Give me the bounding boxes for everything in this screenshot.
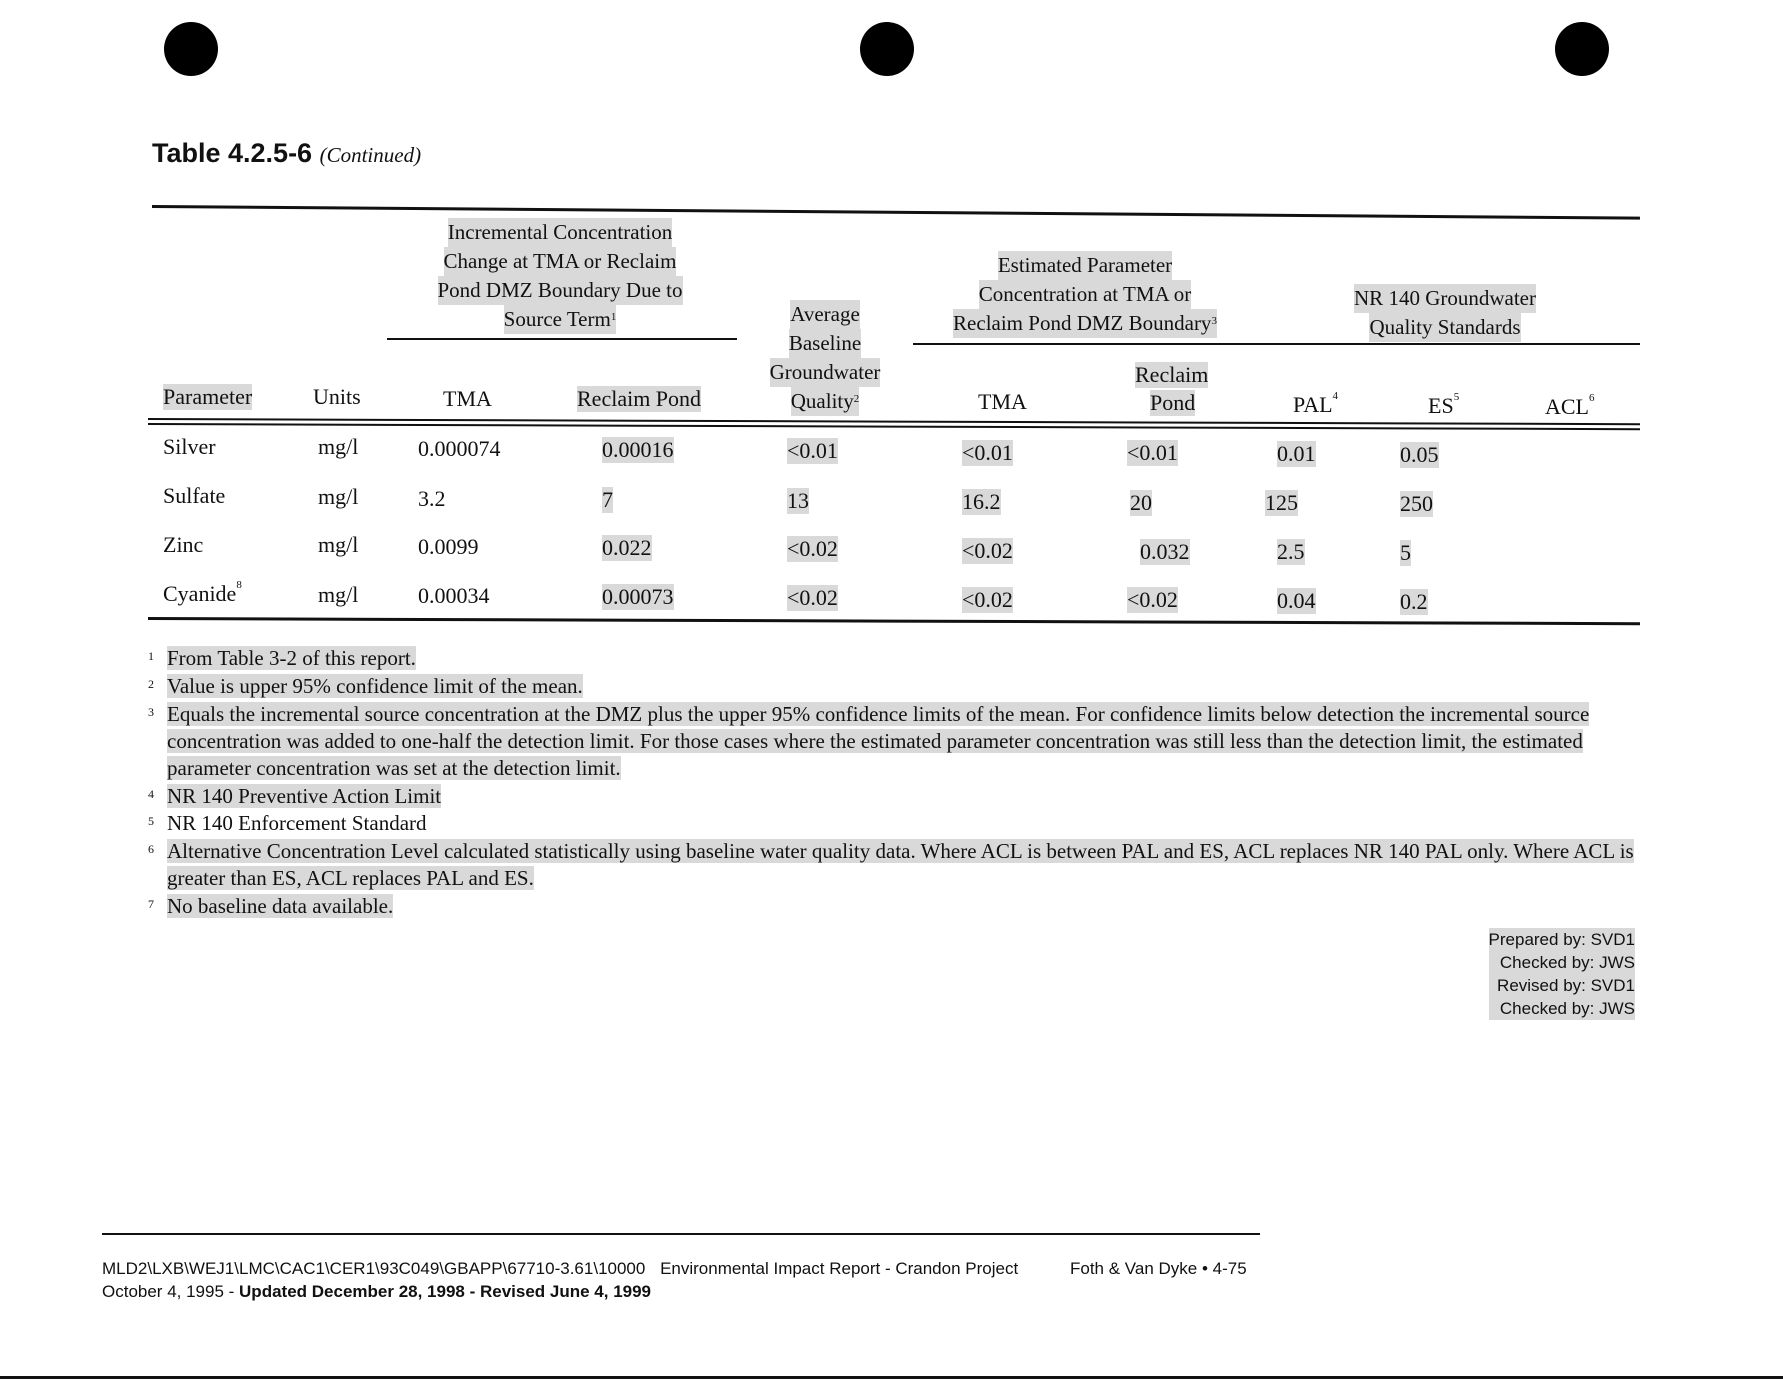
footer-path: MLD2\LXB\WEJ1\LMC\CAC1\CER1\93C049\GBAPP\67710-3.61\10000 <box>102 1259 646 1278</box>
punch-hole-left <box>164 22 218 76</box>
row-es: 5 <box>1400 540 1411 565</box>
footnote-ref-6: 6 <box>1589 392 1595 404</box>
table-title-continued: (Continued) <box>319 143 422 167</box>
row-est-reclaim: 0.032 <box>1140 539 1190 564</box>
row-parameter: Silver <box>163 434 216 459</box>
footnote-text: NR 140 Preventive Action Limit <box>167 784 442 808</box>
footnote-text: Alternative Concentration Level calculated statistically using baseline water quality data. Where ACL is between PAL and ES, ACL replaces NR 140 PAL only. Where ACL is greater than ES, ACL replaces PAL and ES. <box>167 839 1634 890</box>
row-est-reclaim: <0.02 <box>1127 587 1178 612</box>
row-units: mg/l <box>318 434 359 459</box>
row-baseline: <0.01 <box>787 438 838 463</box>
row-parameter <box>163 581 242 607</box>
row-units: mg/l <box>318 532 359 557</box>
table-title-main: Table 4.2.5-6 <box>152 138 313 168</box>
col-es-label: ES <box>1428 393 1454 418</box>
footnote-text: Value is upper 95% confidence limit of the mean. <box>167 674 583 698</box>
table-bottom-rule <box>148 617 1640 625</box>
row-units: mg/l <box>318 582 359 607</box>
footnote-ref-1: 1 <box>610 311 617 323</box>
row-baseline: 13 <box>787 488 809 513</box>
footer-line-2 <box>102 1282 651 1302</box>
footnote-text: No baseline data available. <box>167 894 394 918</box>
footer-bullet: • <box>1201 1259 1208 1278</box>
row-est-reclaim: <0.01 <box>1127 440 1178 465</box>
incremental-underline <box>387 338 737 340</box>
footnote-ref-8: 8 <box>236 579 242 591</box>
row-est-reclaim: 20 <box>1130 490 1152 515</box>
footnote-7 <box>148 893 1638 920</box>
row-inc-reclaim: 7 <box>602 487 613 512</box>
footnote-text: From Table 3-2 of this report. <box>167 646 416 670</box>
row-baseline: <0.02 <box>787 536 838 561</box>
footnote-num: 6 <box>148 842 154 856</box>
header-estimated-line1: Estimated Parameter <box>998 251 1172 280</box>
revised-by: Revised by: SVD1 <box>1489 974 1635 997</box>
col-pal-label: PAL <box>1293 392 1333 417</box>
footnote-num: 1 <box>148 649 154 663</box>
punch-hole-right <box>1555 22 1609 76</box>
header-nr140-line1: NR 140 Groundwater <box>1354 284 1536 313</box>
row-inc-tma: 0.00034 <box>418 583 490 608</box>
col-parameter: Parameter <box>163 384 253 409</box>
row-inc-tma: 0.000074 <box>418 436 501 461</box>
row-inc-tma: 3.2 <box>418 486 446 511</box>
row-parameter: Sulfate <box>163 483 226 508</box>
footnote-4 <box>148 783 1638 810</box>
footnote-ref-5: 5 <box>1453 391 1460 403</box>
col-acl-label: ACL <box>1545 394 1589 419</box>
footer-line-1 <box>102 1259 1262 1279</box>
col-est-tma: TMA <box>978 389 1027 414</box>
footnote-text: NR 140 Enforcement Standard <box>167 811 427 835</box>
row-pal: 0.01 <box>1277 441 1316 466</box>
header-incremental-line3: Pond DMZ Boundary Due to <box>438 276 683 305</box>
col-inc-reclaim: Reclaim Pond <box>577 386 702 411</box>
footnote-ref-4: 4 <box>1332 390 1339 402</box>
table-title <box>152 138 421 169</box>
footnote-num: 2 <box>148 677 154 691</box>
col-est-reclaim-2: Pond <box>1150 390 1196 415</box>
footnote-num: 5 <box>148 814 154 828</box>
footer-date-updated: Updated December 28, 1998 - Revised June 4, 1999 <box>239 1282 652 1301</box>
prepared-by: Prepared by: SVD1 <box>1488 930 1635 949</box>
row-es: 0.2 <box>1400 589 1428 614</box>
col-units: Units <box>313 384 361 409</box>
row-parameter: Zinc <box>163 532 204 557</box>
header-incremental <box>390 218 730 334</box>
header-estimated-line3: Reclaim Pond DMZ Boundary <box>953 311 1212 335</box>
header-estimated <box>910 251 1260 338</box>
row-est-tma: <0.01 <box>962 440 1013 465</box>
footer-date: October 4, 1995 - <box>102 1282 240 1301</box>
col-pal <box>1293 392 1338 418</box>
header-incremental-line2: Change at TMA or Reclaim <box>444 247 677 276</box>
header-average-line2: Baseline <box>789 329 861 358</box>
header-nr140-line2: Quality Standards <box>1369 313 1520 342</box>
header-incremental-line1: Incremental Concentration <box>448 218 673 247</box>
footnote-num: 4 <box>148 787 154 801</box>
checked-by-2: Checked by: JWS <box>1489 997 1635 1020</box>
header-nr140 <box>1325 284 1565 342</box>
header-estimated-line2: Concentration at TMA or <box>979 280 1192 309</box>
footer-report: Environmental Impact Report - Crandon Project <box>660 1259 1019 1278</box>
row-baseline: <0.02 <box>787 585 838 610</box>
row-pal: 125 <box>1265 490 1298 515</box>
row-pal: 2.5 <box>1277 539 1305 564</box>
row-es: 250 <box>1400 491 1433 516</box>
row-parameter-label: Cyanide <box>163 581 237 606</box>
row-inc-reclaim: 0.00016 <box>602 437 674 462</box>
row-inc-tma: 0.0099 <box>418 534 479 559</box>
footnote-ref-2: 2 <box>853 393 860 405</box>
footnote-5 <box>148 810 1638 837</box>
row-inc-reclaim: 0.022 <box>602 535 652 560</box>
footnote-6 <box>148 838 1638 892</box>
footnote-num: 7 <box>148 897 154 911</box>
row-est-tma: 16.2 <box>962 489 1001 514</box>
header-average-line3: Groundwater <box>770 358 881 387</box>
page-bottom-edge <box>0 1376 1783 1379</box>
header-average-baseline <box>755 300 895 416</box>
estimated-underline <box>913 343 1640 345</box>
footer-page: 4-75 <box>1212 1259 1247 1278</box>
footnote-text: Equals the incremental source concentration at the DMZ plus the upper 95% confidence limits of the mean. For confidence limits below detection the incremental source concentration was added to one-half the detection limit. For those cases where the estimated parameter concentration was still less than the detection limit, the estimated parameter concentration was set at the detection limit. <box>167 702 1590 780</box>
row-est-tma: <0.02 <box>962 587 1013 612</box>
footnote-1 <box>148 645 1638 672</box>
col-inc-tma: TMA <box>443 386 492 411</box>
footnote-2 <box>148 673 1638 700</box>
table-top-rule <box>152 205 1640 220</box>
footnote-num: 3 <box>148 705 154 719</box>
checked-by: Checked by: JWS <box>1489 951 1635 974</box>
col-est-reclaim-1: Reclaim <box>1135 362 1209 387</box>
row-inc-reclaim: 0.00073 <box>602 584 674 609</box>
prepared-by-block <box>1489 928 1635 1020</box>
footer-rule <box>102 1233 1260 1235</box>
row-est-tma: <0.02 <box>962 538 1013 563</box>
header-incremental-line4: Source Term <box>503 307 611 331</box>
row-units: mg/l <box>318 484 359 509</box>
header-average-line1: Average <box>790 300 860 329</box>
header-average-line4: Quality <box>790 389 854 413</box>
footnote-ref-3: 3 <box>1211 315 1217 327</box>
col-acl <box>1545 394 1595 420</box>
col-es <box>1428 393 1459 419</box>
row-pal: 0.04 <box>1277 588 1316 613</box>
punch-hole-center <box>860 22 914 76</box>
footer-company: Foth & Van Dyke <box>1070 1259 1198 1278</box>
row-es: 0.05 <box>1400 442 1439 467</box>
footnote-3 <box>148 701 1638 782</box>
